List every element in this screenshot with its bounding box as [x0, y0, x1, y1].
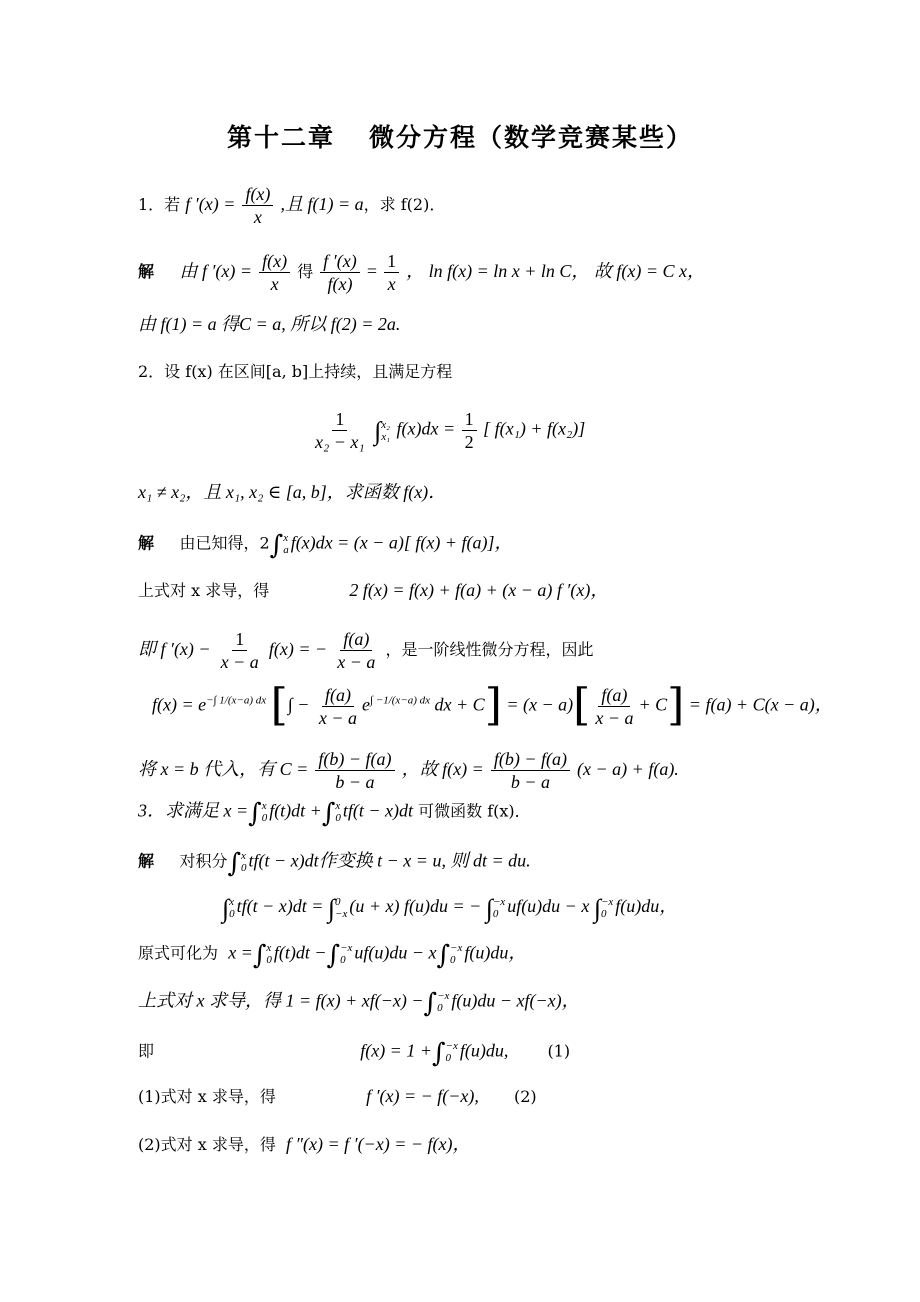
solution-label: 解 [138, 533, 155, 553]
solution-1-line-2: 由 f(1) = a 得C = a, 所以 f(2) = 2a. [138, 314, 401, 334]
integral-limits [381, 419, 390, 443]
derivative-text: (2)式对 x 求导，得 [138, 1135, 276, 1154]
denominator: x − a [220, 652, 259, 672]
integral-sign: ∫ [423, 988, 438, 1019]
equation: tf(t − x)dt [248, 850, 319, 871]
integral-sign: ∫ [374, 416, 382, 446]
upper-limit: x [283, 532, 289, 544]
solution-1-integration: ， ln f(x) = ln x + ln C， 故 f(x) = C x， [406, 261, 706, 281]
upper-limit: −x [600, 896, 614, 908]
right-bracket: ] [667, 679, 685, 731]
lower-limit: 0 [229, 908, 235, 920]
denominator: x − a [595, 708, 634, 728]
equation: = f(a) + C(x − a)， [688, 694, 833, 715]
numerator: f(b) − f(a) [491, 748, 570, 771]
exponent: −∫ 1/(x−a) dx [206, 694, 267, 707]
lower-limit: 0 [600, 908, 607, 920]
upper-limit: −x [445, 1040, 458, 1052]
problem-1-condition: ,且 f(1) = a [280, 194, 364, 214]
lower-limit: 0 [266, 954, 272, 966]
lower-limit: 0 [241, 862, 247, 874]
solution-3-line-2 [222, 894, 678, 924]
solution-1-line-1 [138, 250, 705, 295]
numerator: 1 [384, 250, 399, 273]
fraction [315, 748, 394, 793]
integral-limits [262, 800, 268, 824]
solution-2-line-3 [138, 628, 594, 673]
solution-3-line-6 [138, 1086, 537, 1107]
solution-2-line-4: $f(x) = e^{-\int 1/(x-a) dx}$ [∫ − $\frac{f(a)}{x - a}$ $e^{\int -1/(x-a) dx}$ dx + C] = (x − a)[ $\frac{f(a)}{x - a}$ + C] = f(a) + C(x − a)， [152, 679, 833, 731]
equation: uf(u)du − x [354, 942, 437, 963]
fraction [312, 408, 368, 453]
equation: f(u)du − xf(−x)， [451, 990, 580, 1011]
integral-sign: ∫ [222, 894, 230, 924]
denominator: x − a [318, 708, 358, 728]
solution-2-line-1 [138, 530, 513, 561]
lower-limit: x₁ [381, 430, 390, 443]
fraction [259, 250, 290, 295]
integral-limits [446, 1040, 458, 1064]
equation: dx + C [434, 694, 485, 715]
problem-1-lhs: f ′(x) = [185, 194, 236, 214]
denominator: 2 [464, 432, 474, 452]
integral-sign: ∫ [436, 940, 451, 971]
integral-sign: ∫ [321, 798, 336, 829]
integral-limits [266, 942, 272, 966]
linear-ode-text: ，是一阶线性微分方程，因此 [385, 640, 594, 659]
integral-limits [335, 800, 341, 824]
rhs: [ f(x₁) + f(x₂)] [483, 418, 586, 439]
fraction [218, 628, 262, 673]
equation: f(x) = − [268, 639, 328, 659]
integral-sign: ∫ [431, 1038, 446, 1069]
equation: f(x)dx = (x − a)[ f(x) + f(a)]， [290, 532, 513, 553]
upper-limit: x [335, 800, 341, 812]
integral-sign: ∫ [593, 894, 601, 924]
fraction [242, 183, 273, 228]
numerator: f(x) [242, 183, 273, 206]
fraction [491, 748, 570, 793]
denominator: x₂ − x₁ [315, 432, 365, 452]
integral-sign: ∫ [327, 894, 336, 924]
integral-sign: ∫ [252, 940, 267, 971]
equation: f(x) = 1 + [360, 1040, 432, 1061]
integral-limits [229, 896, 235, 920]
numerator: f(x) [259, 250, 290, 273]
problem-3 [138, 798, 531, 829]
denominator: x [253, 207, 262, 227]
integral-sign: ∫ [485, 894, 493, 924]
lower-limit: 0 [340, 954, 346, 966]
solution-3-line-4 [138, 988, 580, 1019]
fraction [384, 250, 399, 295]
solution-2-line-5 [138, 748, 679, 793]
problem-1-ask: ，求 f(2)． [363, 195, 446, 214]
equation: (x − a) + f(a). [577, 759, 679, 779]
problem-2-line-1: 2．设 f(x) 在区间[a, b]上持续，且满足方程 [138, 362, 453, 381]
integrand: f(x)dx = [396, 418, 456, 439]
problem-3-ask: 可微函数 f(x)． [418, 801, 531, 821]
numerator: f ′(x) [320, 250, 359, 273]
integral-limits [601, 896, 613, 920]
fraction [592, 684, 636, 729]
equation: uf(u)du − x [507, 896, 590, 917]
equation: 将 x = b 代入，有 C = [138, 759, 309, 779]
numerator: f(b) − f(a) [315, 748, 394, 771]
equation: = (x − a) [506, 694, 574, 715]
denominator: x − a [337, 652, 376, 672]
solution-3-line-5 [138, 1038, 571, 1069]
equation: f(t)dt − [273, 942, 327, 963]
derivative-text: 上式对 x 求导，得 [138, 581, 270, 600]
fraction [320, 250, 359, 295]
integral-limits [241, 850, 247, 874]
integral-limits [437, 990, 449, 1014]
substitution-text: 作变换 t − x = u, 则 dt = du. [318, 850, 531, 871]
equation: ∫ − [287, 694, 310, 715]
integral-limits [283, 532, 289, 556]
equation: f(t)dt + [269, 800, 322, 821]
page-title [0, 118, 920, 154]
numerator: f(a) [340, 628, 372, 651]
upper-limit: −x [450, 942, 463, 954]
derivative-text: (1)式对 x 求导，得 [138, 1087, 276, 1106]
left-bracket: [ [270, 679, 288, 731]
equation: (u + x) f(u)du = − [349, 896, 482, 917]
equals-sign: = [366, 261, 377, 281]
equation-tag: (2) [514, 1087, 537, 1106]
given-text: 由已知得，2 [179, 533, 270, 553]
upper-limit: −x [437, 990, 450, 1002]
equation: tf(t − x)dt = [236, 896, 324, 917]
problem-2-equation [310, 408, 585, 453]
upper-limit: 0 [335, 896, 341, 908]
equation: f(u)du， [615, 896, 678, 917]
equation: ，故 f(x) = [401, 759, 484, 779]
equation-tag: (1) [547, 1041, 571, 1061]
integral-sign: ∫ [227, 848, 242, 879]
integral-sign: ∫ [326, 940, 341, 971]
equation: f(u)du, [459, 1040, 509, 1061]
upper-limit: x [229, 896, 235, 908]
upper-limit: x [266, 942, 272, 954]
integral-text: 对积分 [179, 851, 228, 871]
equation: f(u)du， [464, 942, 527, 963]
solution-3-line-7 [138, 1134, 471, 1155]
solution-label: 解 [138, 262, 155, 281]
numerator: f(a) [598, 684, 630, 707]
equation: f(x) = e [152, 694, 207, 715]
chapter-number: 第十二章 [226, 123, 335, 152]
left-bracket: [ [573, 679, 591, 731]
lower-limit: 0 [437, 1002, 443, 1014]
solution-2-line-2 [138, 580, 608, 601]
lower-limit: −x [335, 908, 348, 920]
lower-limit: 0 [335, 812, 341, 824]
equation: f ″(x) = f ′(−x) = − f(x)， [286, 1134, 471, 1154]
equation: 上式对 x 求导，得 1 = f(x) + xf(−x) − [138, 990, 424, 1011]
rewrite-text: 原式可化为 [138, 943, 219, 963]
upper-limit: −x [492, 896, 506, 908]
numerator: 1 [232, 628, 247, 651]
integral-limits [335, 896, 347, 920]
problem-2-condition: x₁ ≠ x₂，且 x₁, x₂ ∈ [a, b]，求函数 f(x)． [138, 482, 447, 502]
numerator: 1 [462, 408, 477, 431]
denominator: f(x) [327, 274, 353, 294]
fraction [316, 684, 360, 729]
lower-limit: 0 [492, 908, 499, 920]
upper-limit: x [261, 800, 267, 812]
fraction [334, 628, 378, 673]
solution-3-line-1 [138, 848, 531, 879]
integral-limits [450, 942, 462, 966]
equation: 2 f(x) = f(x) + f(a) + (x − a) f ′(x)， [349, 580, 609, 600]
exponent: ∫ −1/(x−a) dx [370, 694, 431, 707]
problem-1 [138, 183, 445, 228]
chapter-subject: 微分方程（数学竞赛某些） [369, 123, 694, 152]
equation: f ′(x) = − f(−x), [366, 1086, 479, 1106]
numerator: f(a) [322, 684, 354, 707]
upper-limit: x [241, 850, 246, 862]
equation: + C [638, 694, 668, 715]
integral-limits [493, 896, 505, 920]
equation: 即 f ′(x) − [138, 639, 211, 659]
upper-limit: x₂ [381, 418, 390, 431]
solution-1-step: 由 f ′(x) = [179, 261, 253, 281]
problem-1-number: 1．若 [138, 195, 181, 214]
lower-limit: 0 [445, 1052, 452, 1064]
integral-limits [340, 942, 352, 966]
that-is-text: 即 [138, 1041, 155, 1061]
denominator: b − a [510, 772, 550, 792]
equation: x = [228, 942, 253, 963]
right-bracket: ] [484, 679, 502, 731]
integral-sign: ∫ [248, 798, 262, 829]
equation: tf(t − x)dt [342, 800, 414, 821]
numerator: 1 [332, 408, 347, 431]
denominator: b − a [335, 772, 375, 792]
lower-limit: 0 [450, 954, 456, 966]
lower-limit: 0 [261, 812, 268, 824]
problem-3-text: 3．求满足 x = [138, 800, 249, 821]
fraction [462, 408, 477, 453]
solution-3-line-3 [138, 940, 527, 971]
denominator: x [387, 274, 396, 294]
upper-limit: −x [340, 942, 353, 954]
solution-label: 解 [138, 851, 155, 871]
denominator: x [270, 274, 279, 294]
integral-sign: ∫ [269, 530, 284, 561]
solution-1-de: 得 [297, 262, 314, 281]
lower-limit: a [283, 544, 289, 556]
